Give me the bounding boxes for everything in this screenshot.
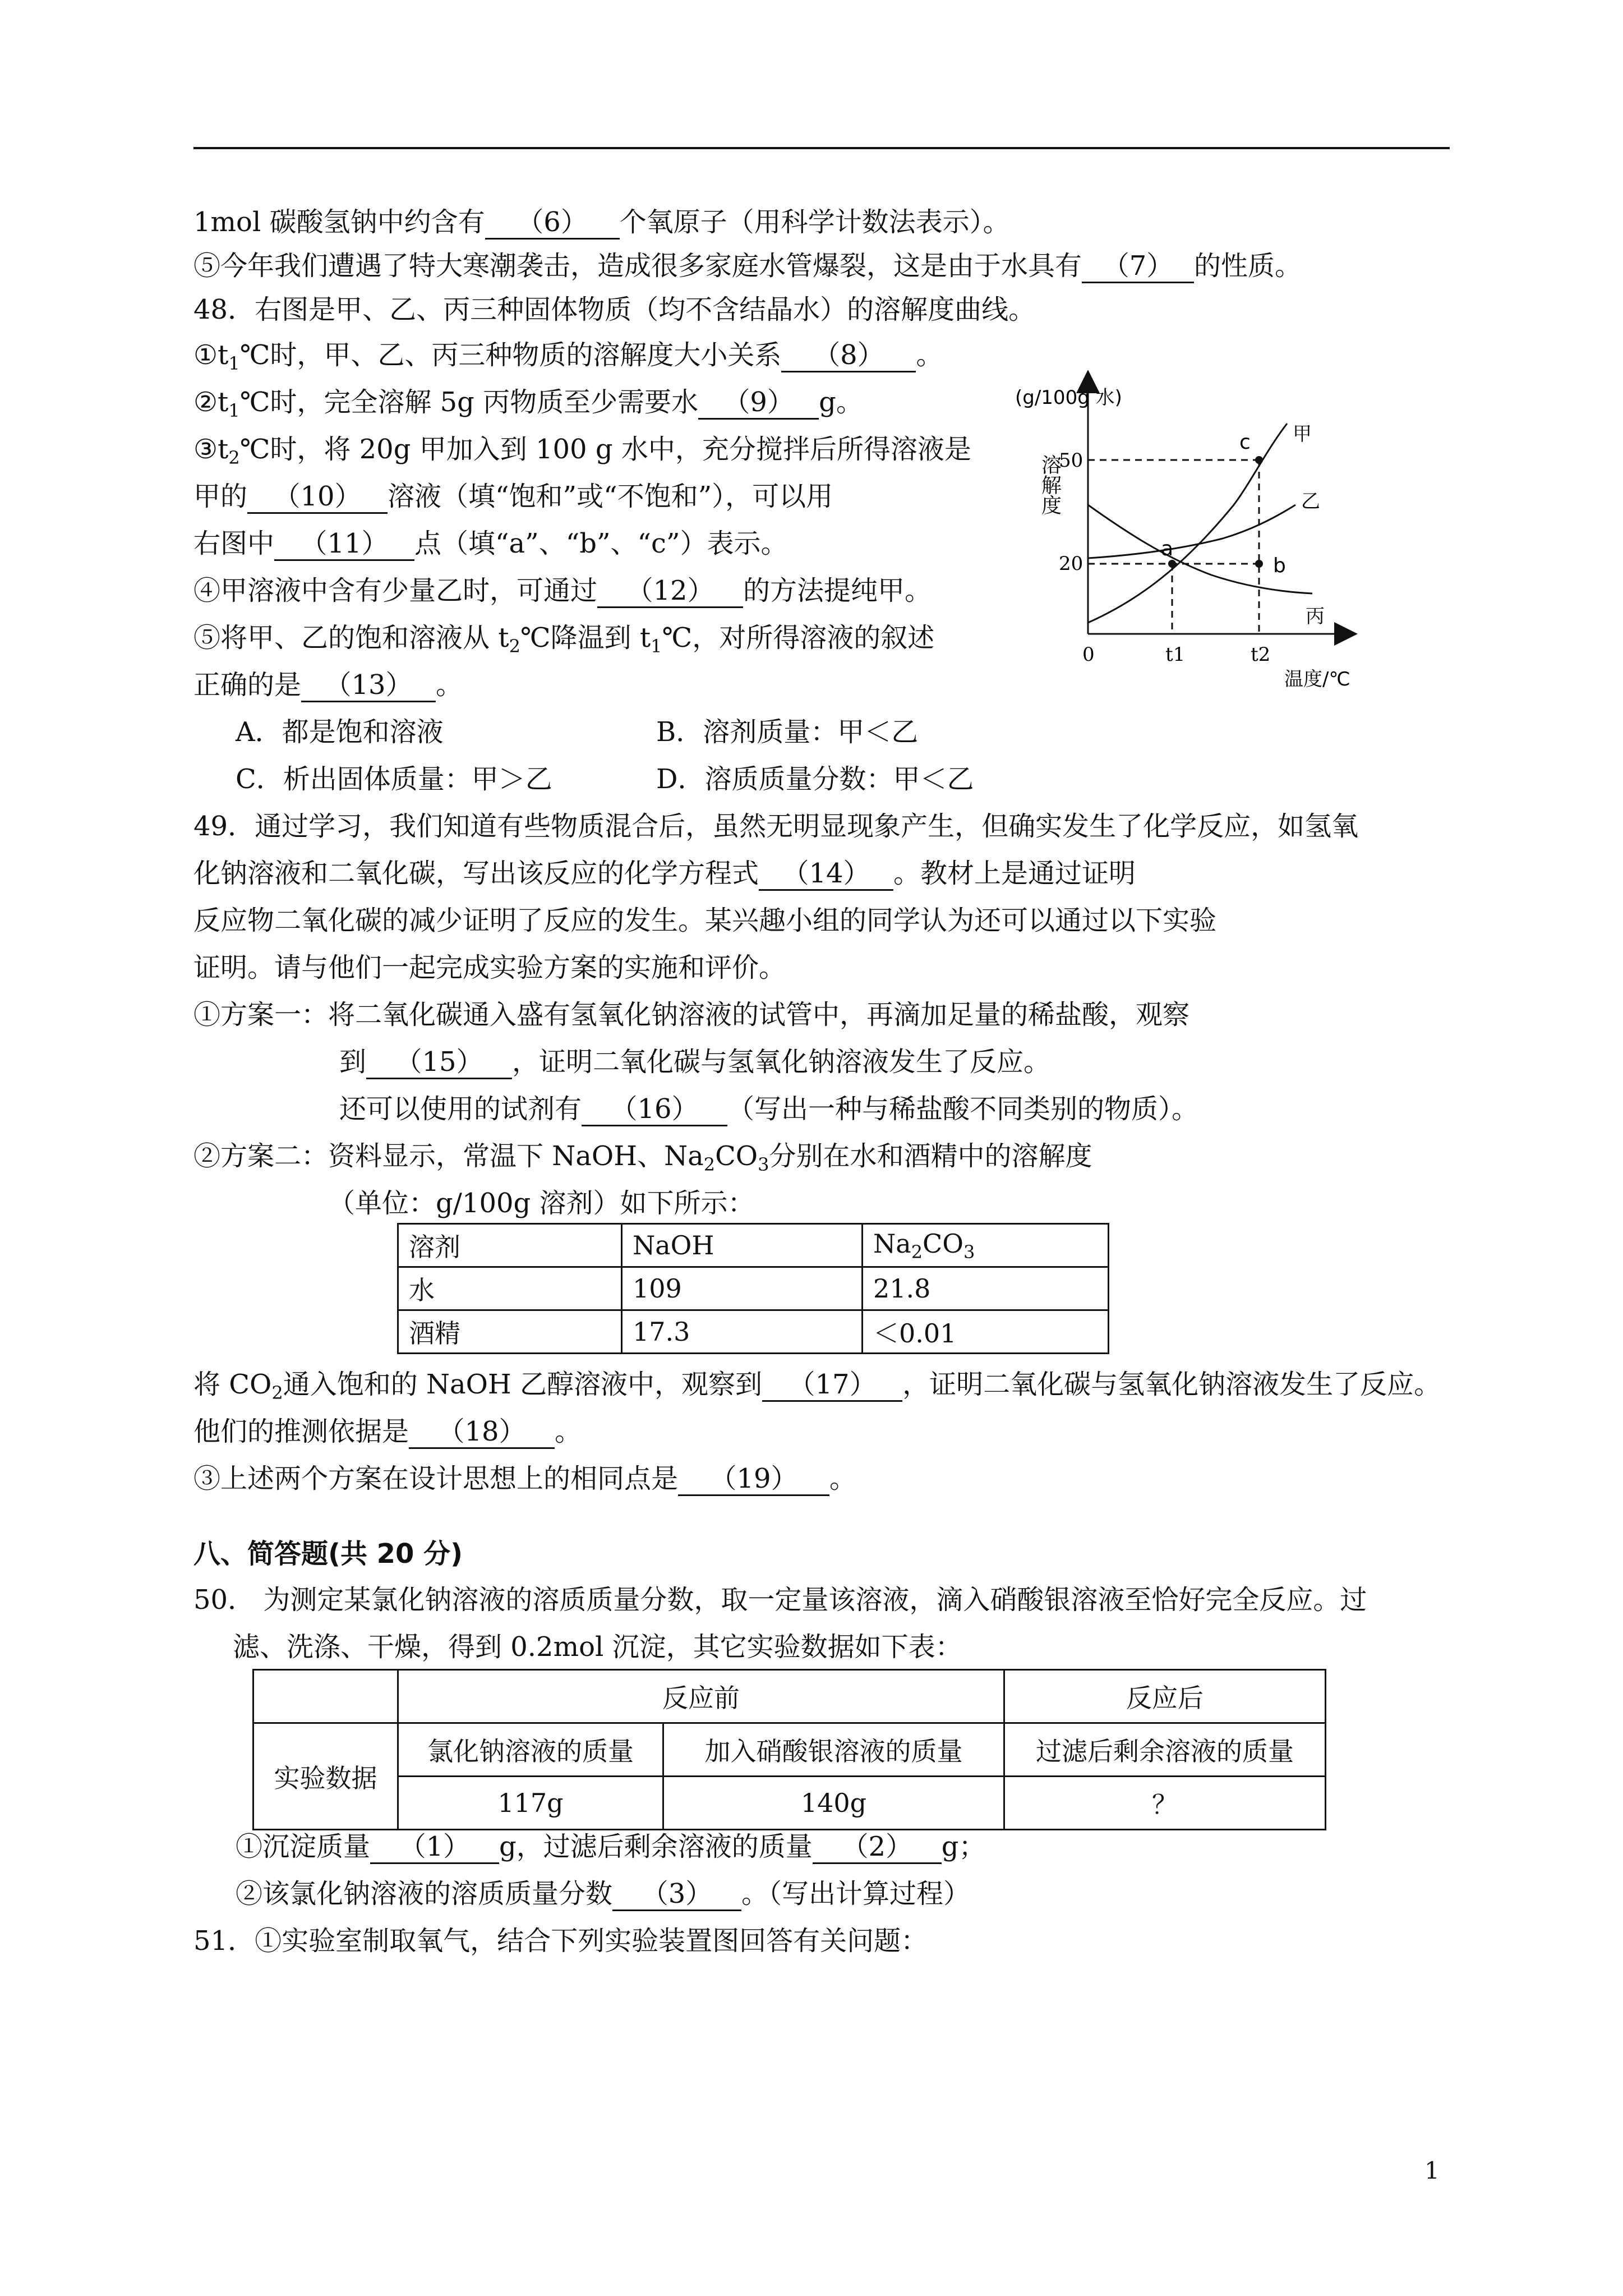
q48-4: ④甲溶液中含有少量乙时，可通过 （12） 的方法提纯甲。 (193, 574, 932, 608)
table-row (398, 1224, 1109, 1267)
blank-15: （15） (366, 1046, 512, 1079)
x-tick-t2: t2 (1251, 643, 1271, 666)
q50-2: ②该氯化钠溶液的溶质质量分数 （3） 。（写出计算过程） (236, 1877, 970, 1911)
option-c: C．析出固体质量：甲＞乙 (236, 763, 552, 795)
blank-14: （14） (759, 858, 893, 891)
section-title: 八、简答题(共 20 分) (193, 1538, 463, 1570)
q48-2: $②t_1℃$时，完全溶解 5g 丙物质至少需要水 （9） g。 (193, 386, 863, 421)
header-rule (193, 147, 1450, 149)
table-row (253, 1723, 1326, 1777)
point-c (1255, 456, 1263, 464)
q48-3c: 右图中 （11） 点（填“a”、“b”、“c”）表示。 (193, 527, 787, 561)
table-cell: 氯化钠溶液的质量 (398, 1723, 663, 1777)
x-label: 温度/℃ (1284, 668, 1350, 691)
series-bing-label: 丙 (1306, 605, 1325, 628)
solubility-chart (998, 370, 1436, 707)
q48-5: ⑤将甲、乙的饱和溶液从 $t_2℃$降温到 $t_1℃$，对所得溶液的叙述 (193, 622, 935, 657)
y-tick-50: 50 (1059, 449, 1083, 472)
y-label: 溶解度 (1038, 454, 1062, 515)
q51-stem: 51．①实验室制取氧气，结合下列实验装置图回答有关问题： (193, 1925, 928, 1957)
q50-stem2: 滤、洗涤、干燥，得到 0.2mol 沉淀，其它实验数据如下表： (233, 1631, 962, 1663)
q48-3b: 甲的 （10） 溶液（填“饱和”或“不饱和”），可以用 (193, 480, 833, 514)
table-cell: 加入硝酸银溶液的质量 (663, 1723, 1004, 1777)
blank-17: （17） (762, 1369, 902, 1402)
table-cell: 17.3 (622, 1310, 863, 1354)
q49-line3: 反应物二氧化碳的减少证明了反应的发生。某兴趣小组的同学认为还可以通过以下实验 (193, 905, 1217, 936)
q48-5b: 正确的是 （13） 。 (193, 668, 463, 702)
blank-9: （9） (698, 386, 819, 420)
q49-line4: 证明。请与他们一起完成实验方案的实施和评价。 (193, 952, 786, 983)
point-a-label: a (1161, 537, 1174, 560)
table-cell: 反应后 (1004, 1670, 1326, 1723)
plan-1b: 到 （15） ，证明二氧化碳与氢氧化钠溶液发生了反应。 (339, 1045, 1050, 1079)
y-tick-20: 20 (1059, 553, 1083, 575)
q48-1: $①t_1℃$时，甲、乙、丙三种物质的溶解度大小关系 （8） 。 (193, 339, 943, 374)
blank-2: （2） (813, 1831, 942, 1864)
option-a: A．都是饱和溶液 (236, 716, 444, 748)
blank-6: （6） (485, 206, 620, 240)
point-b-label: b (1273, 554, 1286, 577)
option-d: D．溶质质量分数：甲＜乙 (656, 763, 974, 795)
origin-label: 0 (1082, 643, 1095, 666)
plan-3: ③上述两个方案在设计思想上的相同点是 （19） 。 (193, 1462, 856, 1496)
blank-11: （11） (274, 528, 414, 561)
plan-2: ②方案二：资料显示，常温下 NaOH、$Na_2CO_3$分别在水和酒精中的溶解度 (193, 1140, 1092, 1175)
table-row (398, 1310, 1109, 1354)
table-cell: NaOH (622, 1224, 863, 1267)
table-cell: 实验数据 (253, 1723, 398, 1830)
table-cell: 109 (622, 1267, 863, 1310)
option-b: B．溶剂质量：甲＜乙 (656, 716, 919, 748)
q48-3: $③t_2℃$时，将 20g 甲加入到 100 g 水中，充分搅拌后所得溶液是 (193, 434, 971, 468)
q50-stem: 50． 为测定某氯化钠溶液的溶质质量分数，取一定量该溶液，滴入硝酸银溶液至恰好完全反应。过 (193, 1584, 1367, 1616)
line-1: 1mol 碳酸氢钠中约含有 （6） 个氧原子（用科学计数法表示）。 (193, 205, 1010, 240)
series-yi-label: 乙 (1301, 490, 1320, 513)
point-c-label: c (1239, 431, 1251, 454)
table-cell: 过滤后剩余溶液的质量 (1004, 1723, 1326, 1777)
table-cell: $Na_2CO_3$ (863, 1224, 1109, 1267)
q49-stem: 49．通过学习，我们知道有些物质混合后，虽然无明显现象产生，但确实发生了化学反应，如氢氧 (193, 811, 1359, 842)
plan-1c: 还可以使用的试剂有 （16） （写出一种与稀盐酸不同类别的物质）。 (339, 1092, 1198, 1126)
plan-2d: 他们的推测依据是 （18） 。 (193, 1415, 582, 1449)
blank-7: （7） (1082, 250, 1194, 283)
curve-bing (1088, 505, 1312, 593)
table-cell: 溶剂 (398, 1224, 622, 1267)
table-row (253, 1670, 1326, 1723)
blank-1: （1） (370, 1831, 499, 1864)
q48-stem: 48．右图是甲、乙、丙三种固体物质（均不含结晶水）的溶解度曲线。 (193, 294, 1036, 325)
table-cell (253, 1670, 398, 1723)
curve-jia (1088, 424, 1287, 623)
experiment-table (252, 1669, 1326, 1830)
solubility-table (397, 1223, 1109, 1354)
q50-1: ①沉淀质量 （1） g，过滤后剩余溶液的质量 （2） g； (236, 1830, 985, 1864)
q49-line2: 化钠溶液和二氧化碳，写出该反应的化学方程式 （14） 。教材上是通过证明 (193, 857, 1136, 891)
point-a (1168, 560, 1176, 568)
blank-13: （13） (301, 669, 436, 702)
table-cell: 117g (398, 1777, 663, 1830)
plan-2b: （单位：g/100g 溶剂）如下所示： (328, 1188, 755, 1219)
y-unit: (g/100g 水) (1015, 386, 1122, 409)
blank-19: （19） (678, 1463, 829, 1496)
blank-16: （16） (582, 1093, 727, 1126)
page-number: 1 (1424, 2157, 1440, 2184)
x-tick-t1: t1 (1165, 643, 1186, 666)
table-cell: ？ (1004, 1777, 1326, 1830)
table-cell: ＜0.01 (863, 1310, 1109, 1354)
blank-8: （8） (781, 339, 916, 372)
table-cell: 140g (663, 1777, 1004, 1830)
table-cell: 21.8 (863, 1267, 1109, 1310)
blank-12: （12） (597, 575, 743, 608)
table-cell: 反应前 (398, 1670, 1004, 1723)
table-cell: 水 (398, 1267, 622, 1310)
plan-1: ①方案一：将二氧化碳通入盛有氢氧化钠溶液的试管中，再滴加足量的稀盐酸，观察 (193, 999, 1190, 1030)
blank-10: （10） (247, 481, 388, 514)
line-2: ⑤今年我们遭遇了特大寒潮袭击，造成很多家庭水管爆裂，这是由于水具有 （7） 的性质。 (193, 249, 1302, 283)
series-jia-label: 甲 (1293, 423, 1312, 445)
plan-2c: 将 $CO_2$通入饱和的 NaOH 乙醇溶液中，观察到 （17） ，证明二氧化碳与氢氧化钠溶液发生了反应。 (193, 1369, 1441, 1404)
blank-18: （18） (409, 1416, 555, 1449)
table-row (398, 1267, 1109, 1310)
table-row (253, 1777, 1326, 1830)
blank-3: （3） (612, 1878, 741, 1911)
table-cell: 酒精 (398, 1310, 622, 1354)
point-b (1255, 560, 1263, 568)
